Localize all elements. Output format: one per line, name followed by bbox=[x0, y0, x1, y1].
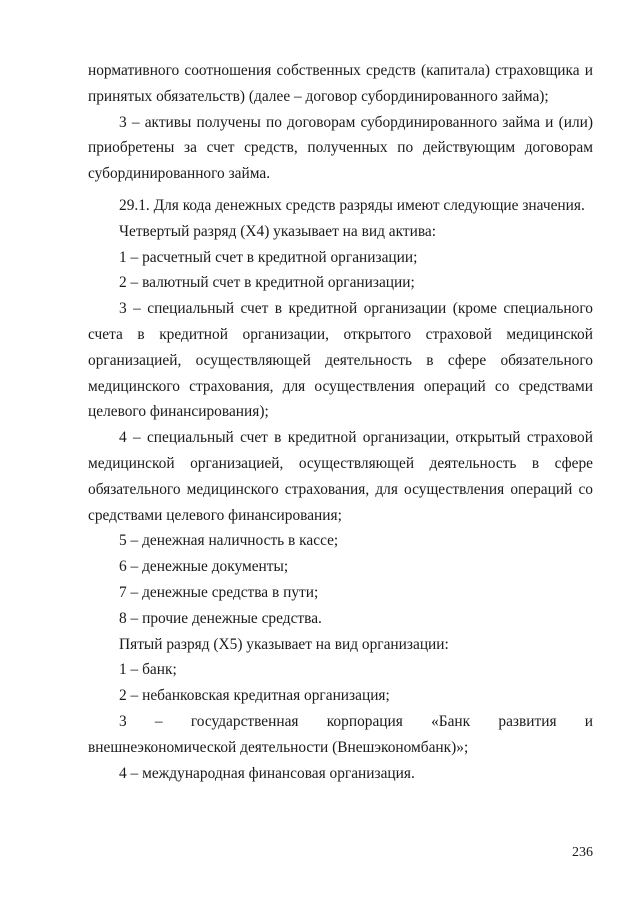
list-item-special-account: 3 – специальный счет в кредитной организации (кроме специального счета в кредитной организации, открытого страховой медицинской организацией, осуществляющей деятельность в сфере обязательного медицинского страхования, для осуществления операций со средствами целевого финансирования); bbox=[88, 300, 593, 421]
list-item-cash-in-transit: 7 – денежные средства в пути; bbox=[119, 583, 319, 601]
list-item-non-bank-credit-org: 2 – небанковская кредитная организация; bbox=[119, 687, 390, 705]
list-item-state-corporation: 3 – государственная корпорация «Банк развития и внешнеэкономической деятельности (Внешэкономбанк)»; bbox=[88, 712, 593, 756]
paragraph-fourth-digit-heading: Четвертый разряд (Х4) указывает на вид актива: bbox=[119, 222, 437, 240]
paragraph-fifth-digit-heading: Пятый разряд (Х5) указывает на вид организации: bbox=[119, 635, 449, 653]
list-item-other-cash: 8 – прочие денежные средства. bbox=[119, 609, 322, 627]
list-item-cash: 5 – денежная наличность в кассе; bbox=[119, 532, 339, 550]
list-item-currency-account: 2 – валютный счет в кредитной организации; bbox=[119, 274, 415, 292]
list-item-special-account-medical: 4 – специальный счет в кредитной организации, открытый страховой медицинской организацией, осуществляющей деятельность в сфере обязательного медицинского страхования, для осуществления операций со средствами целевого финансирования; bbox=[88, 429, 593, 524]
list-item-settlement-account: 1 – расчетный счет в кредитной организации; bbox=[119, 248, 418, 266]
paragraph-continuation: нормативного соотношения собственных средств (капитала) страховщика и принятых обязательств) (далее – договор субординированного займа); bbox=[88, 62, 593, 105]
paragraph-item-3-subordinated-loan: 3 – активы получены по договорам субординированного займа и (или) приобретены за счет средств, полученных по действующим договорам субординированного займа. bbox=[88, 113, 593, 183]
list-item-international-financial-org: 4 – международная финансовая организация. bbox=[119, 764, 415, 782]
page-number: 236 bbox=[572, 845, 593, 860]
list-item-monetary-documents: 6 – денежные документы; bbox=[119, 558, 289, 576]
document-body bbox=[88, 58, 593, 786]
paragraph-section-29-1: 29.1. Для кода денежных средств разряды имеют следующие значения. bbox=[119, 196, 585, 214]
list-item-bank: 1 – банк; bbox=[119, 661, 177, 679]
